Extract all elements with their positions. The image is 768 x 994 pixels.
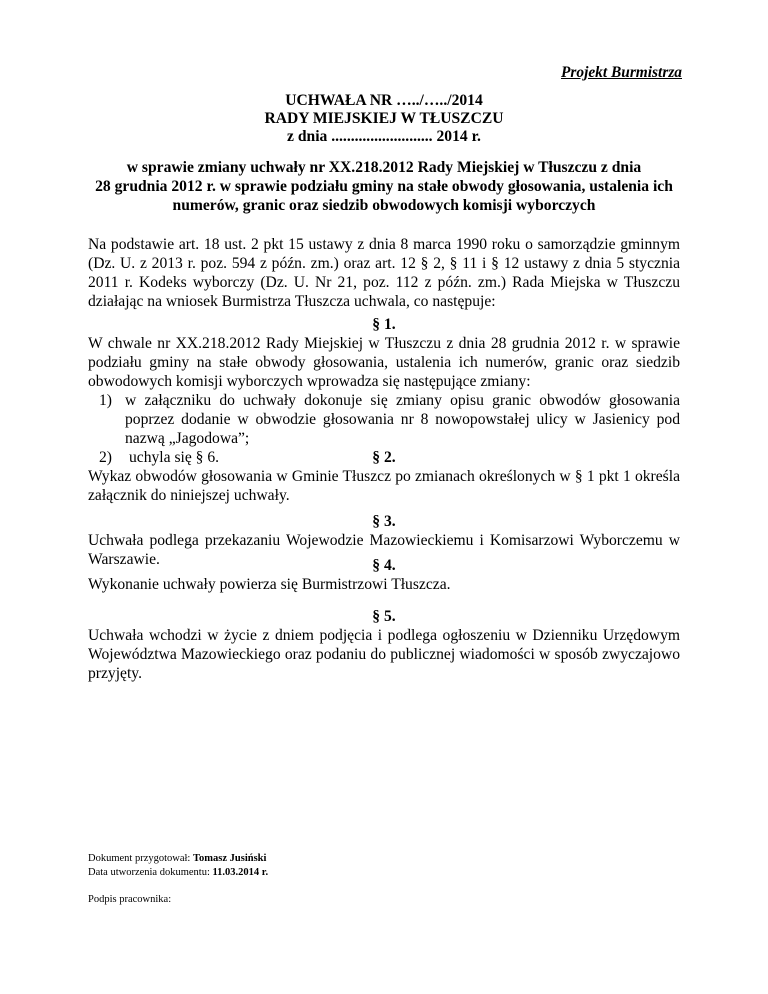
section-3-sign: § 3.: [372, 513, 396, 530]
section-3-text: Uchwała podlega przekazaniu Wojewodzie Mazowieckiemu i Komisarzowi Wyborczemu w Warszawie.: [88, 532, 680, 568]
section-5-sign: § 5.: [372, 608, 396, 625]
list-item-number: 2): [99, 449, 112, 466]
title-line-2: RADY MIEJSKIEJ W TŁUSZCZU: [264, 110, 504, 127]
resolution-subject: [88, 158, 680, 215]
section-4-text: Wykonanie uchwały powierza się Burmistrzowi Tłuszcza.: [88, 576, 451, 593]
section-1-sign: § 1.: [372, 316, 396, 333]
subject-line-3: numerów, granic oraz siedzib obwodowych komisji wyborczych: [172, 197, 596, 214]
section-2-sign: § 2.: [372, 449, 396, 466]
subject-line-2: 28 grudnia 2012 r. w sprawie podziału gminy na stałe obwody głosowania, ustalenia ich: [95, 178, 673, 195]
list-item-text: w załączniku do uchwały dokonuje się zmiany opisu granic obwodów głosowania poprzez dodanie w obwodzie głosowania nr 8 nowopowstałej ulicy w Jasienicy pod nazwą „Jagodowa”;: [125, 392, 680, 447]
prepared-by-label: Dokument przygotował:: [88, 853, 191, 864]
prepared-by-line: [88, 852, 268, 866]
title-line-3: z dnia .......................... 2014 r.: [287, 128, 481, 145]
employee-signature-label: Podpis pracownika:: [88, 894, 172, 905]
created-date-label: Data utworzenia dokumentu:: [88, 867, 210, 878]
subject-line-1: w sprawie zmiany uchwały nr XX.218.2012 Rady Miejskiej w Tłuszczu z dnia: [126, 159, 642, 176]
list-item-text: uchyla się § 6.: [129, 449, 220, 466]
list-item: [88, 391, 680, 448]
list-item-number: 1): [99, 392, 112, 409]
legal-basis-paragraph: Na podstawie art. 18 ust. 2 pkt 15 ustawy z dnia 8 marca 1990 roku o samorządzie gminnym (Dz. U. z 2013 r. poz. 594 z późn. zm.) oraz art. 12 § 2, § 11 i § 12 ustawy z dnia 5 stycznia 2011 r. Kodeks wyborczy (Dz. U. Nr 21, poz. 112 z późn. zm.) Rada Miejska w Tłuszczu działając na wniosek Burmistrza Tłuszcza uchwala, co następuje:: [88, 236, 680, 310]
section-5-text: Uchwała wchodzi w życie z dniem podjęcia i podlega ogłoszeniu w Dzienniku Urzędowym Województwa Mazowieckiego oraz podaniu do publicznej wiadomości w sposób zwyczajowo przyjęty.: [88, 627, 680, 682]
section-2-text: Wykaz obwodów głosowania w Gminie Tłuszcz po zmianach określonych w § 1 pkt 1 określa załącznik do niniejszej uchwały.: [88, 468, 680, 504]
section-4-sign: § 4.: [372, 557, 396, 574]
section-1-text: W chwale nr XX.218.2012 Rady Miejskiej w Tłuszczu z dnia 28 grudnia 2012 r. w sprawie podziału gminy na stałe obwody głosowania, ustalenia ich numerów, granic oraz siedzib obwodowych komisji wyborczych wprowadza się następujące zmiany:: [88, 335, 680, 390]
draft-label: Projekt Burmistrza: [560, 64, 682, 81]
document-footer: [88, 852, 268, 880]
created-date-value: 11.03.2014 r.: [212, 867, 269, 878]
created-date-line: [88, 866, 268, 880]
title-line-1: UCHWAŁA NR …../…../2014: [285, 92, 483, 109]
prepared-by-value: Tomasz Jusiński: [192, 853, 267, 864]
resolution-title: [0, 92, 768, 146]
